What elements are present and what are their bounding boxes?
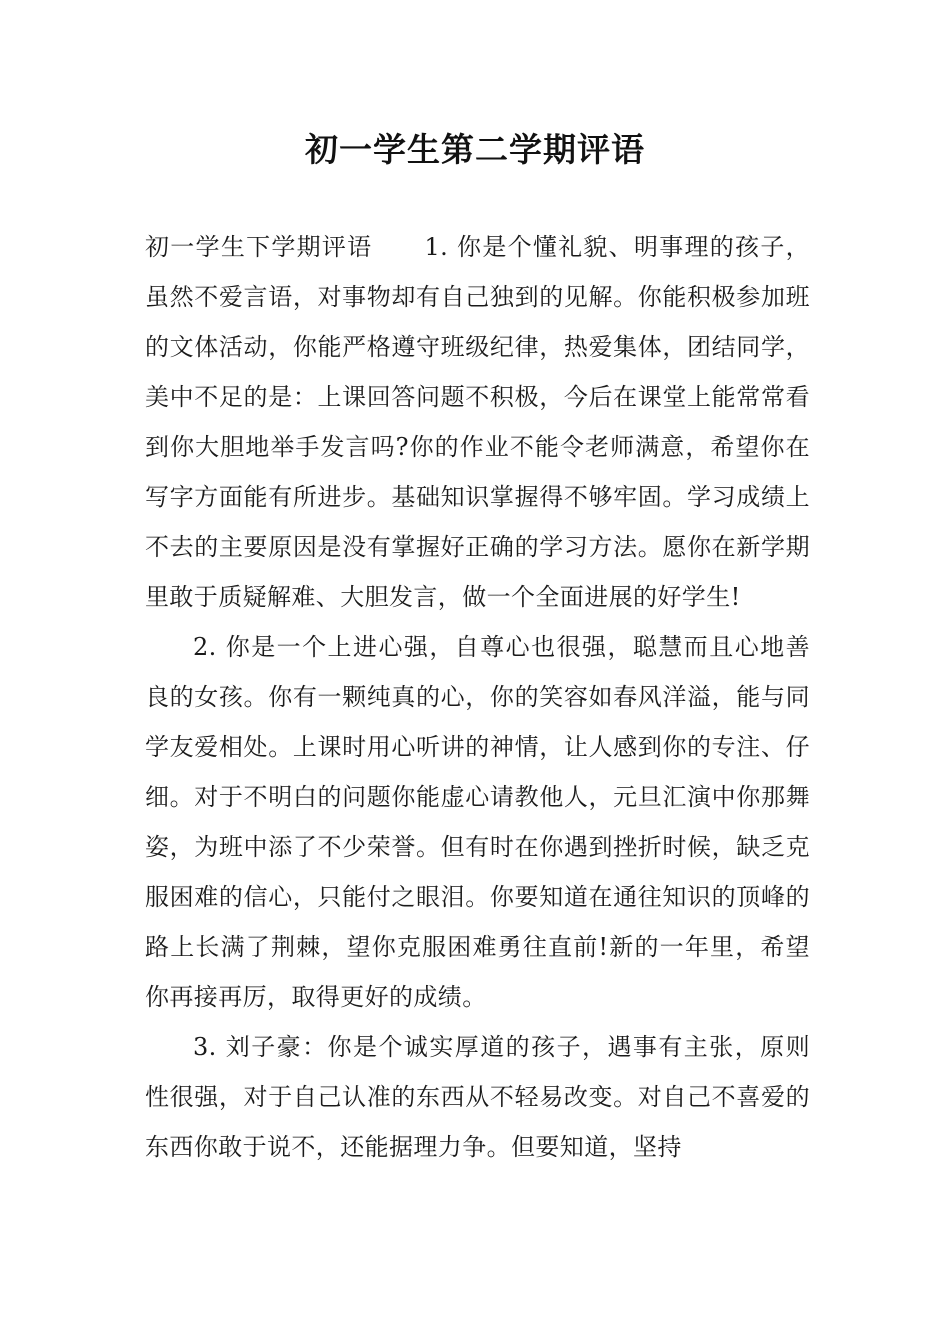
paragraph-2: 2. 你是一个上进心强，自尊心也很强，聪慧而且心地善良的女孩。你有一颗纯真的心，你的笑容如春风洋溢，能与同学友爱相处。上课时用心听讲的神情，让人感到你的专注、仔细。对于不明白的问题你能虚心请教他人，元旦汇演中你那舞姿，为班中添了不少荣誉。但有时在你遇到挫折时候，缺乏克服困难的信心，只能付之眼泪。你要知道在通往知识的顶峰的路上长满了荆棘，望你克服困难勇往直前!新的一年里，希望你再接再厉，取得更好的成绩。 (145, 633, 810, 1011)
page-title: 初一学生第二学期评语 (305, 130, 645, 169)
paragraph-1-text: 1. 你是个懂礼貌、明事理的孩子，虽然不爱言语，对事物却有自己独到的见解。你能积极参加班的文体活动，你能严格遵守班级纪律，热爱集体，团结同学，美中不足的是：上课回答问题不积极，今后在课堂上能常常看到你大胆地举手发言吗?你的作业不能令老师满意，希望你在写字方面能有所进步。基础知识掌握得不够牢固。学习成绩上不去的主要原因是没有掌握好正确的学习方法。愿你在新学期里敢于质疑解难、大胆发言，做一个全面进展的好学生! (145, 233, 810, 611)
paragraph-3: 3. 刘子豪：你是个诚实厚道的孩子，遇事有主张，原则性很强，对于自己认准的东西从不轻易改变。对自己不喜爱的东西你敢于说不，还能据理力争。但要知道，坚持 (145, 1033, 810, 1161)
intro-label: 初一学生下学期评语 (145, 233, 373, 261)
paragraph-1 (145, 222, 810, 622)
document-body (145, 222, 810, 1172)
